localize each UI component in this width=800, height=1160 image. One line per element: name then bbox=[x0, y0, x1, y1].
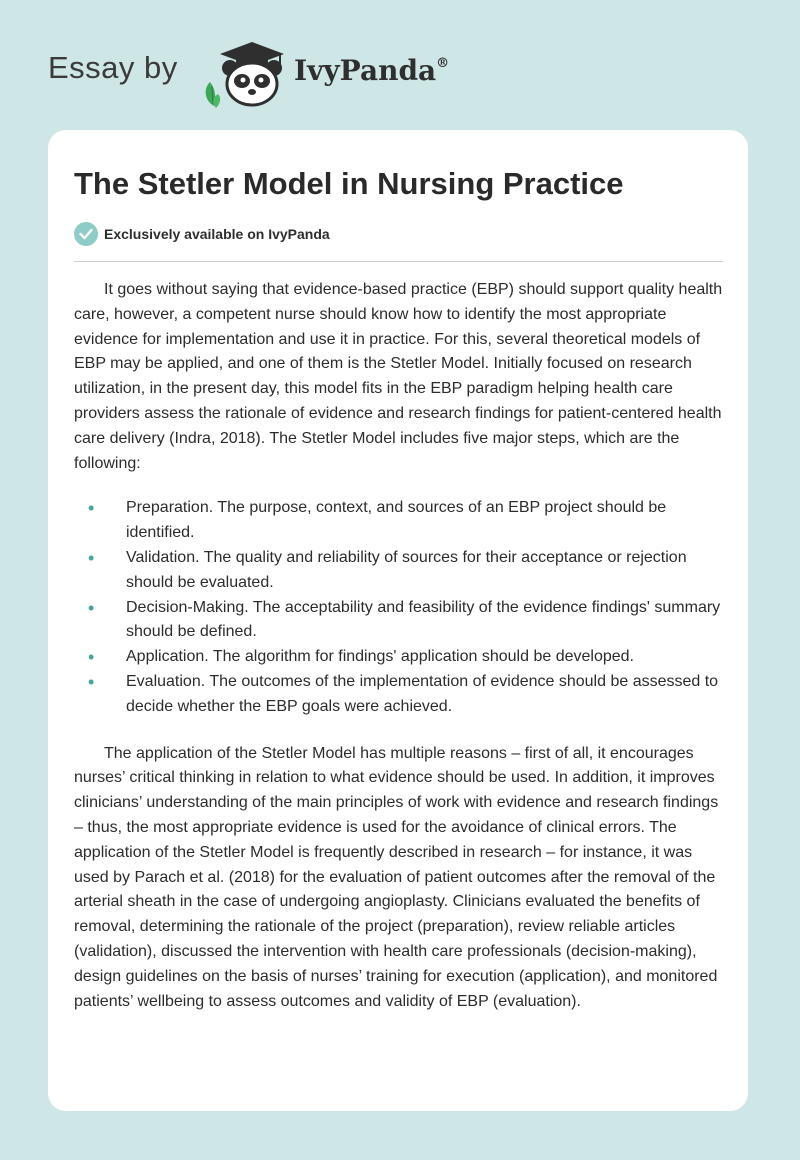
step-text: Evaluation. The outcomes of the implementation of evidence should be assessed to decide whether the EBP goals were achieved. bbox=[126, 672, 719, 715]
step-text: Application. The algorithm for findings' application should be developed. bbox=[126, 648, 634, 666]
step-text: Decision-Making. The acceptability and feasibility of the evidence findings' summary should be defined. bbox=[126, 598, 721, 641]
essay-body bbox=[74, 278, 726, 1014]
bullet-icon: • bbox=[88, 498, 95, 519]
paragraph-1: It goes without saying that evidence-based practice (EBP) should support quality health care, however, a competent nurse should know how to identify the most appropriate evidence for implementation and use it in practice. For this, several theoretical models of EBP may be applied, and one of them is the Stetler Model. Initially focused on research utilization, in the present day, this model fits in the EBP paradigm helping health care providers assess the rationale of evidence and research findings for patient-centered health care delivery (Indra, 2018). The Stetler Model includes five major steps, which are the following: bbox=[74, 281, 723, 472]
bullet-icon: • bbox=[88, 647, 95, 668]
essay-card bbox=[48, 130, 748, 1111]
steps-list bbox=[74, 496, 726, 719]
bullet-icon: • bbox=[88, 547, 95, 568]
check-icon bbox=[74, 222, 98, 246]
step-text: Preparation. The purpose, context, and sources of an EBP project should be identified. bbox=[126, 499, 667, 542]
divider bbox=[74, 261, 723, 262]
list-item bbox=[88, 496, 726, 546]
list-item bbox=[88, 596, 726, 646]
brand-text: IvyPanda bbox=[294, 54, 437, 87]
bullet-icon: • bbox=[88, 597, 95, 618]
registered-mark: ® bbox=[436, 56, 450, 71]
list-item bbox=[88, 645, 726, 670]
bullet-icon: • bbox=[88, 671, 95, 692]
panda-logo-icon[interactable] bbox=[200, 36, 290, 108]
step-text: Validation. The quality and reliability of sources for their acceptance or rejection should be evaluated. bbox=[126, 548, 687, 591]
paragraph-2: The application of the Stetler Model has multiple reasons – first of all, it encourages nurses’ critical thinking in relation to what evidence should be used. In addition, it improves clinicians’ understanding of the main principles of work with evidence and research findings – thus, the most appropriate evidence is used for the avoidance of clinical errors. The application of the Stetler Model is frequently described in research – for instance, it was used by Parach et al. (2018) for the evaluation of patient outcomes after the removal of the arterial sheath in the case of undergoing angioplasty. Clinicians evaluated the benefits of removal, determining the rationale of the project (preparation), review reliable articles (validation), discussed the intervention with health care professionals (decision-making), design guidelines on the basis of nurses’ training for execution (application), and monitored patients’ wellbeing to assess outcomes and validity of EBP (evaluation). bbox=[74, 744, 719, 1010]
exclusive-label: Exclusively available on IvyPanda bbox=[104, 226, 330, 242]
list-item bbox=[88, 546, 726, 596]
site-header bbox=[48, 36, 508, 108]
page-title: The Stetler Model in Nursing Practice bbox=[74, 166, 624, 201]
brand-name[interactable] bbox=[294, 54, 449, 87]
list-item bbox=[88, 670, 726, 720]
essay-by-label: Essay by bbox=[48, 50, 178, 85]
exclusive-badge bbox=[74, 222, 330, 246]
